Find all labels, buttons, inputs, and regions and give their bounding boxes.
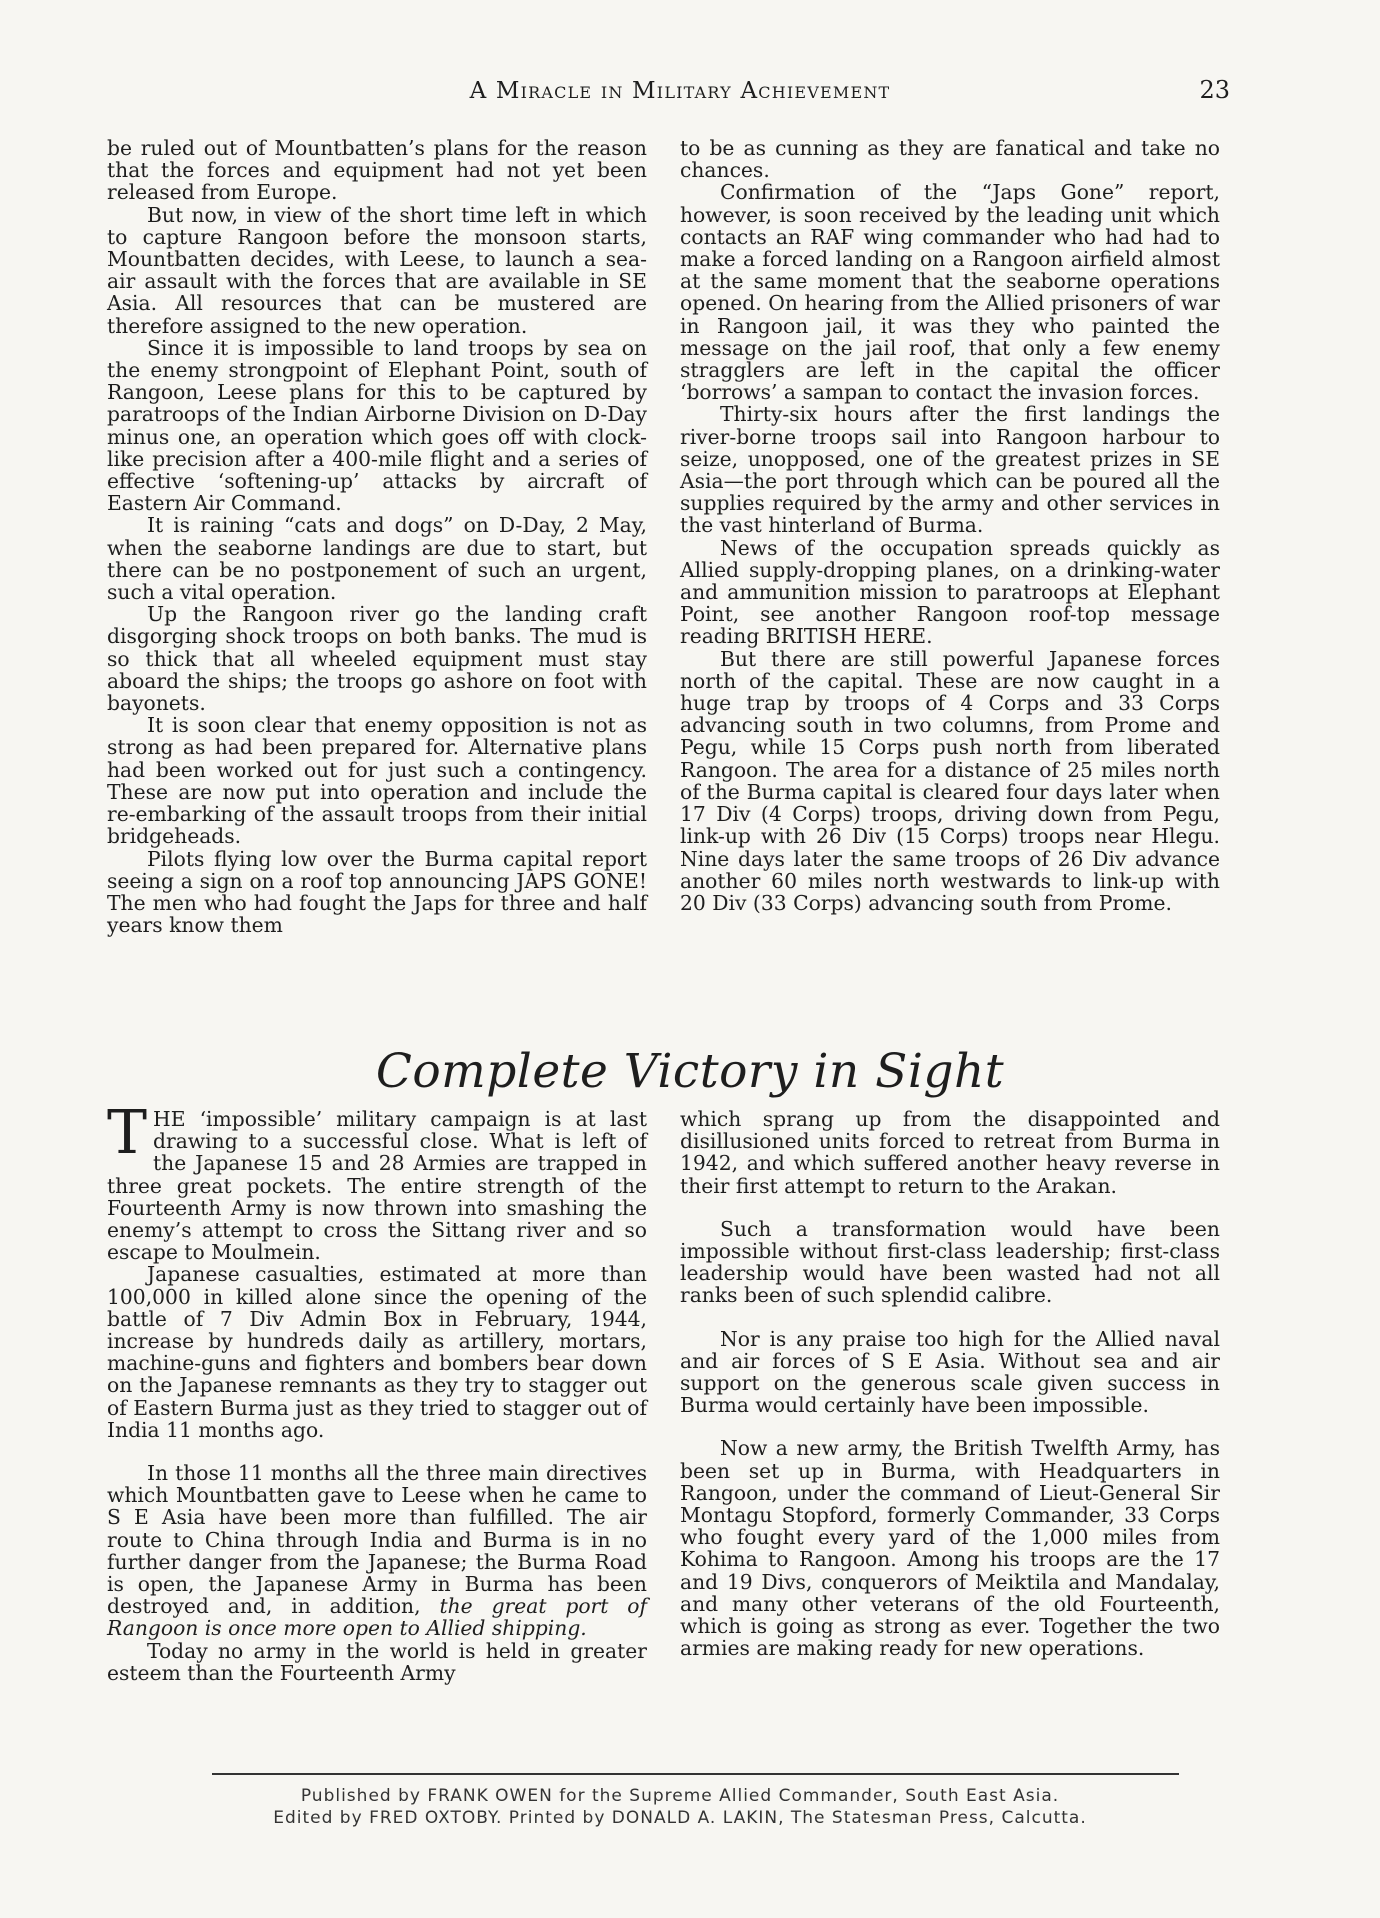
paragraph: Confirmation of the “Japs Gone” report, however, is soon received by the leading unit which contacts an RAF wing commander who had had to make a forced landing on a Rangoon airfield almost at the same moment that the seaborne operations opened. On hearing from the Allied prisoners of war in Rangoon jail, it was they who painted the message on the jail roof, that only a few enemy stragglers are left in the capital the officer ‘borrows’ a sampan to contact the invasion forces. [680, 180, 1220, 405]
bottom-left-column [107, 1098, 648, 1685]
italic-text: the great port of Rangoon is once more open to Allied shipping. [107, 1594, 648, 1641]
footer-rule [212, 1773, 1179, 1775]
lead-paragraph [107, 1098, 647, 1265]
paragraph-text: In those 11 months all the three main directives which Mountbatten gave to Leese when he came to S E Asia have been more than fulfilled. The air route to China through India and Burma is in no further danger from the Japanese; the Burma Road is open, the Japanese Army in Burma has been destroyed and, in addition, [107, 1461, 647, 1619]
paragraph: Today no army in the world is held in greater esteem than the Fourteenth Army [107, 1638, 647, 1685]
paragraph: It is soon clear that enemy opposition is not as strong as had been prepared for. Alternative plans had been worked out for just such a contingency. These are now put into operation and include the re-embarking of the assault troops from their initial bridgeheads. [107, 713, 647, 849]
paragraph: Nor is any praise too high for the Allied naval and air forces of S E Asia. Without sea and air support on the generous scale given success in Burma would certainly have been impossible. [680, 1326, 1220, 1418]
paragraph: Japanese casualties, estimated at more than 100,000 in killed alone since the opening of the battle of 7 Div Admin Box in February, 1944, increase by hundreds daily as artillery, mortars, machine-guns and fighters and bombers bear down on the Japanese remnants as they try to stagger out of Eastern Burma just as they tried to stagger out of India 11 months ago. [107, 1262, 647, 1442]
paragraph: News of the occupation spreads quickly as Allied supply-dropping planes, on a drinking-water and ammunition mission to paratroops at Elephant Point, see another Rangoon roof-top message reading BRITISH HERE. [680, 535, 1220, 649]
paragraph: to be as cunning as they are fanatical and take no chances. [680, 136, 1220, 183]
bottom-right-column [680, 1108, 1220, 1659]
running-title: A Miracle in Military Achievement [469, 78, 891, 104]
top-right-column [680, 137, 1220, 914]
drop-cap: T [107, 1098, 148, 1168]
paragraph: But there are still powerful Japanese forces north of the capital. These are now caught in a huge trap by troops of 4 Corps and 33 Corps advancing south in two columns, from Prome and Pegu, while 15 Corps push north from liberated Rangoon. The area for a distance of 25 miles north of the Burma capital is cleared four days later when 17 Div (4 Corps) troops, driving down from Pegu, link-up with 26 Div (15 Corps) troops near Hlegu. Nine days later the same troops of 26 Div advance another 60 miles north westwards to link-up with 20 Div (33 Corps) advancing south from Prome. [680, 646, 1220, 915]
paragraph: which sprang up from the disappointed and disillusioned units forced to retreat from Burma in 1942, and which suffered another heavy reverse in their first attempt to return to the Arakan. [680, 1107, 1220, 1198]
paragraph: be ruled out of Mountbatten’s plans for the reason that the forces and equipment had not yet been released from Europe. [107, 136, 647, 205]
imprint-line: Published by FRANK OWEN for the Supreme Allied Commander, South East Asia. [300, 1786, 1060, 1806]
paragraph: Such a transformation would have been impossible without first-class leadership; first-class leadership would have been wasted had not all ranks been of such splendid calibre. [680, 1216, 1220, 1308]
page-number: 23 [1199, 76, 1230, 104]
paragraph: Pilots flying low over the Burma capital report seeing a sign on a roof top announcing JAPS GONE! The men who had fought the Japs for three and half years know them [107, 846, 647, 938]
page-header [100, 78, 1230, 114]
imprint-footer [140, 1785, 1220, 1829]
top-left-column [107, 137, 647, 936]
paragraph: Now a new army, the British Twelfth Army, has been set up in Burma, with Headquarters in Rangoon, under the command of Lieut-General Sir Montagu Stopford, formerly Commander, 33 Corps who fought every yard of the 1,000 miles from Kohima to Rangoon. Among his troops are the 17 and 19 Divs, conquerors of Meiktila and Mandalay, and many other veterans of the old Fourteenth, which is going as strong as ever. Together the two armies are making ready for new operations. [680, 1436, 1220, 1661]
paragraph: But now, in view of the short time left in which to capture Rangoon before the monsoon starts, Mountbatten decides, with Leese, to launch a sea-air assault with the forces that are available in SE Asia. All resources that can be mustered are therefore assigned to the new operation. [107, 202, 647, 338]
paragraph [107, 1462, 647, 1640]
paragraph: It is raining “cats and dogs” on D-Day, 2 May, when the seaborne landings are due to start, but there can be no postponement of such an urgent, such a vital operation. [107, 513, 647, 605]
imprint-line: Edited by FRED OXTOBY. Printed by DONALD A. LAKIN, The Statesman Press, Calcutta. [273, 1808, 1087, 1828]
paragraph: Up the Rangoon river go the landing craft disgorging shock troops on both banks. The mud is so thick that all wheeled equipment must stay aboard the ships; the troops go ashore on foot with bayonets. [107, 602, 647, 716]
lead-text: HE ‘impossible’ military campaign is at last drawing to a successful close. What is left of the Japanese 15 and 28 Armies are trapped in three great pockets. The entire strength of the Fourteenth Army is now thrown into smashing the enemy’s attempt to cross the Sittang river and so escape to Moulmein. [107, 1107, 647, 1265]
paragraph: Since it is impossible to land troops by sea on the enemy strongpoint of Elephant Point, south of Rangoon, Leese plans for this to be captured by paratroops of the Indian Airborne Division on D-Day minus one, an operation which goes off with clock-like precision after a 400-mile flight and a series of effective ‘softening-up’ attacks by aircraft of Eastern Air Command. [107, 335, 647, 516]
paragraph: Thirty-six hours after the first landings the river-borne troops sail into Rangoon harbour to seize, unopposed, one of the greatest prizes in SE Asia—the port through which can be poured all the supplies required by the army and other services in the vast hinterland of Burma. [680, 402, 1220, 538]
section-title: Complete Victory in Sight [375, 1044, 1005, 1099]
